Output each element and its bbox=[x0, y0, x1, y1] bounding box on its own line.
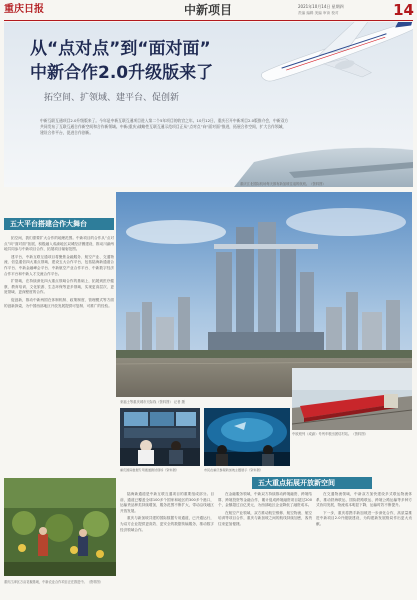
section-b-column-1 bbox=[120, 492, 214, 596]
section-b-title: 五大重点拓展开放新空间 bbox=[258, 479, 335, 487]
article-paragraph: 重庆与新加坡共建的国际数据专用通道，已开通运行，为双方企业提供更高效、更安全的数据传输服务，推动数字经济领域合作。 bbox=[120, 516, 214, 532]
section-b-column-2 bbox=[218, 492, 312, 596]
article-paragraph: 扩领域，在持续深化四大重点领域合作的基础上，拓展到医疗健康、教育培训、文化旅游、生态环保等更多领域，实现更高层次、更宽领域、更深程度的合作。 bbox=[4, 279, 114, 295]
headline-line-2: 中新合作2.0升级版来了 bbox=[30, 63, 214, 83]
article-paragraph: 在交通物流领域，中新双方加快建设多式联运物流体系，推动铁海联运、国际铁路联运、跨境公路运输等多种方式协同发展，物流成本明显下降，运输时效不断提升。 bbox=[316, 492, 412, 508]
farm-photo bbox=[4, 478, 116, 576]
data-center-photo bbox=[120, 408, 200, 466]
data-center-caption: 重庆国际数据专用通道测试现场（资料图） bbox=[120, 468, 179, 472]
header-rule bbox=[4, 20, 413, 21]
section-b-column-3 bbox=[316, 492, 412, 596]
section-a-article bbox=[4, 236, 114, 474]
article-paragraph: 在航空产业领域，双方推动航空维修、航空物流、航空培训等项目合作，重庆与新加坡之间的航线持续加密，客货往来更加便捷。 bbox=[218, 510, 312, 526]
city-skyline-photo bbox=[116, 192, 412, 397]
section-name: 中新项目 bbox=[183, 3, 232, 17]
section-a-title: 五大平台搭建合作大舞台 bbox=[10, 220, 87, 228]
article-paragraph: 拓空间，我们需要扩大合作的地理范围。中新项目的合作从“点对点”向“面对面”拓展，积极融入成渝地区双城经济圈建设，推动川渝两地共同参与中新项目合作，拓展项目辐射范围。 bbox=[4, 236, 114, 252]
editor-credits: 责编 编辑 美编 审读 校对 bbox=[298, 11, 339, 15]
article-paragraph: 建平台，中新互联互通项目将聚焦金融服务、航空产业、交通物流、信息通信四大重点领域，建设五大合作平台，包括陆海新通道合作平台、中新金融峰会平台、中新航空产业合作平台、中新数字经济合作平台和中新人才交流合作平台。 bbox=[4, 254, 114, 276]
farm-photo-caption: 重庆江津区万亩花椒基地，中新农业合作项目正在推进中。（资料图） bbox=[4, 580, 103, 584]
headline-line-1: 从“点对点”到“面对面” bbox=[30, 39, 211, 59]
exhibit-photo bbox=[204, 408, 290, 466]
article-paragraph: 在金融服务领域，中新双方持续推动跨境融资、跨境结算、跨境投资等金融合作，累计促成跨境融资项目超过200个，金额超过百亿美元，为西部地区企业降低了融资成本。 bbox=[218, 492, 312, 508]
train-photo-caption: 中欧班列（成渝）号列车驶出团结村站。（资料图） bbox=[292, 432, 368, 436]
issue-date: 2021年10月14日 星期四 bbox=[298, 4, 344, 9]
article-paragraph: 促创新，推动中新两国在体制机制、政策制度、管理模式等方面的创新探索，为中国西部地区开放发展提供可复制、可推广的经验。 bbox=[4, 297, 114, 308]
page-number: 14 bbox=[393, 1, 414, 19]
hero-photo-caption: 重庆江北国际机场每天都有新加坡往返的航班。（资料图） bbox=[240, 182, 326, 186]
masthead-logo: 重庆日报 bbox=[4, 4, 44, 15]
train-photo bbox=[292, 368, 412, 430]
city-photo-caption: 来福士等重庆城市天际线（资料图） 记者 摄 bbox=[120, 400, 185, 404]
lead-paragraph: 中新互联互通项目2.0升级版来了。今年是中新互联互通项目进入第二个5年项目的收官之年。10月12日，重庆召开中新项目2.0版推介会，中新双方共同发布了互联互通合作新空间和合作新领域。中新(重庆)战略性互联互通示范项目正从“点对点”向“面对面”推进，拓展合作空间，扩大合作领域，建设合作平台，促进合作创新。 bbox=[40, 118, 289, 135]
exhibit-photo-caption: 市民在重庆参观新加坡主题展示（资料图） bbox=[204, 468, 263, 472]
article-paragraph: 陆海新通道是中新互联互通项目的重要组成部分。目前，通道已覆盖全球100多个国家和地区的300多个港口，运输货品种类持续增加，服务范围不断扩大，带动沿线地区开放发展。 bbox=[120, 492, 214, 513]
article-paragraph: 下一步，重庆将携手新加坡进一步深化合作，高质量推进中新项目2.0升级版建设，为构建新发展格局作出更大贡献。 bbox=[316, 510, 412, 526]
headline-subtitle: 拓空间、扩领域、建平台、促创新 bbox=[44, 93, 180, 103]
